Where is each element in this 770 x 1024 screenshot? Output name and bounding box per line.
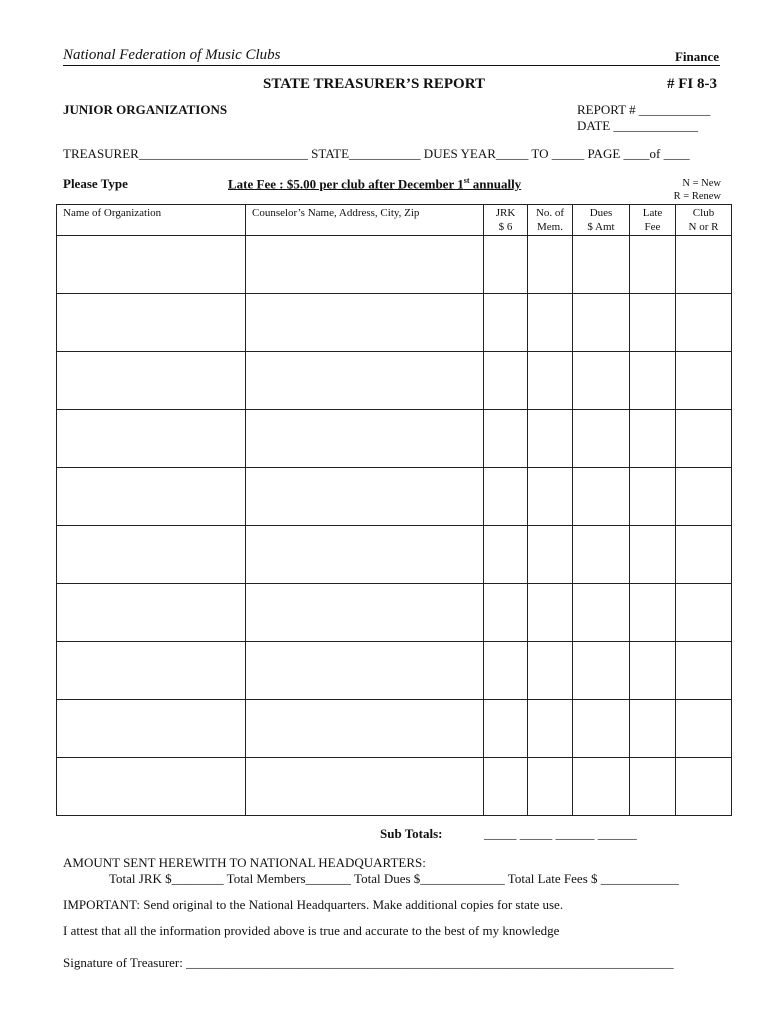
late-fee-suffix: annually (469, 176, 522, 192)
form-title: STATE TREASURER’S REPORT (263, 76, 486, 92)
table-row (57, 352, 732, 410)
table-row (57, 700, 732, 758)
late-fee-text: Late Fee : $5.00 per club after December 1 (228, 176, 464, 192)
table-cell[interactable] (528, 700, 573, 758)
table-cell[interactable] (573, 236, 630, 294)
table-cell[interactable] (676, 526, 732, 584)
table-cell[interactable] (676, 642, 732, 700)
column-header: Name of Organization (57, 205, 246, 236)
table-cell[interactable] (573, 642, 630, 700)
table-row (57, 758, 732, 816)
table-cell[interactable] (630, 758, 676, 816)
table-cell[interactable] (528, 758, 573, 816)
table-cell[interactable] (57, 352, 246, 410)
table-cell[interactable] (484, 236, 528, 294)
attestation-statement: I attest that all the information provided above is true and accurate to the best of my knowledge (63, 923, 560, 938)
category-label: Finance (674, 49, 719, 64)
table-cell[interactable] (57, 294, 246, 352)
table-cell[interactable] (57, 758, 246, 816)
table-cell[interactable] (246, 468, 484, 526)
table-cell[interactable] (630, 642, 676, 700)
table-cell[interactable] (246, 352, 484, 410)
table-cell[interactable] (484, 294, 528, 352)
table-cell[interactable] (57, 642, 246, 700)
table-row (57, 410, 732, 468)
table-cell[interactable] (676, 294, 732, 352)
table-row (57, 584, 732, 642)
club-status-legend (674, 177, 721, 203)
column-header: Dues $ Amt (573, 205, 630, 236)
column-header: Late Fee (630, 205, 676, 236)
late-fee-note (228, 176, 521, 192)
table-cell[interactable] (528, 236, 573, 294)
table-cell[interactable] (676, 468, 732, 526)
table-cell[interactable] (676, 352, 732, 410)
column-header: No. of Mem. (528, 205, 573, 236)
table-cell[interactable] (246, 700, 484, 758)
organizations-table (56, 204, 732, 816)
table-header-row (57, 205, 732, 236)
column-header: JRK $ 6 (484, 205, 528, 236)
table-cell[interactable] (57, 700, 246, 758)
table-cell[interactable] (246, 526, 484, 584)
column-header: Counselor’s Name, Address, City, Zip (246, 205, 484, 236)
table-row (57, 294, 732, 352)
table-cell[interactable] (484, 526, 528, 584)
table-row (57, 236, 732, 294)
table-cell[interactable] (630, 236, 676, 294)
table-row (57, 526, 732, 584)
table-cell[interactable] (57, 526, 246, 584)
form-number: # FI 8-3 (667, 76, 717, 92)
table-cell[interactable] (573, 410, 630, 468)
table-cell[interactable] (528, 294, 573, 352)
table-cell[interactable] (528, 468, 573, 526)
table-cell[interactable] (57, 410, 246, 468)
subtotals-label: Sub Totals: (380, 826, 443, 841)
please-type-note: Please Type (63, 176, 128, 191)
table-cell[interactable] (630, 700, 676, 758)
table-cell[interactable] (528, 642, 573, 700)
table-cell[interactable] (484, 584, 528, 642)
table-cell[interactable] (630, 584, 676, 642)
table-cell[interactable] (676, 700, 732, 758)
table-cell[interactable] (528, 410, 573, 468)
table-cell[interactable] (57, 468, 246, 526)
table-cell[interactable] (573, 526, 630, 584)
table-cell[interactable] (630, 526, 676, 584)
amount-sent-heading: AMOUNT SENT HEREWITH TO NATIONAL HEADQUARTERS: (63, 855, 426, 870)
table-cell[interactable] (246, 236, 484, 294)
table-cell[interactable] (246, 758, 484, 816)
table-cell[interactable] (484, 468, 528, 526)
legend-new: N = New (682, 178, 721, 189)
table-cell[interactable] (57, 236, 246, 294)
organization-name: National Federation of Music Clubs (63, 47, 281, 63)
table-cell[interactable] (246, 294, 484, 352)
report-number-field[interactable]: REPORT # ___________ (577, 102, 711, 117)
table-cell[interactable] (246, 410, 484, 468)
important-note: IMPORTANT: Send original to the National Headquarters. Make additional copies for state use. (63, 897, 564, 912)
table-cell[interactable] (676, 236, 732, 294)
table-cell[interactable] (573, 468, 630, 526)
table-cell[interactable] (630, 410, 676, 468)
date-field[interactable]: DATE _____________ (577, 118, 698, 133)
table-cell[interactable] (484, 642, 528, 700)
table-cell[interactable] (676, 758, 732, 816)
table-cell[interactable] (528, 352, 573, 410)
form-subtitle: JUNIOR ORGANIZATIONS (63, 102, 228, 117)
table-cell[interactable] (630, 294, 676, 352)
table-cell[interactable] (630, 352, 676, 410)
header-rule (63, 65, 720, 66)
table-cell[interactable] (484, 700, 528, 758)
table-cell[interactable] (630, 468, 676, 526)
table-cell[interactable] (573, 294, 630, 352)
table-cell[interactable] (528, 584, 573, 642)
table-cell[interactable] (573, 758, 630, 816)
table-cell[interactable] (484, 352, 528, 410)
table-cell[interactable] (246, 642, 484, 700)
treasurer-info-line[interactable]: TREASURER__________________________ STATE___________ DUES YEAR_____ TO _____ PAGE ____of ____ (63, 146, 690, 161)
table-row (57, 642, 732, 700)
subtotals-fields[interactable]: _____ _____ ______ ______ (484, 826, 637, 841)
table-cell[interactable] (573, 700, 630, 758)
table-cell[interactable] (676, 584, 732, 642)
legend-renew: R = Renew (673, 191, 721, 202)
late-fee-ordinal: st (463, 176, 470, 185)
table-cell[interactable] (676, 410, 732, 468)
table-cell[interactable] (484, 758, 528, 816)
column-header: Club N or R (676, 205, 732, 236)
totals-line[interactable]: Total JRK $________ Total Members_______ Total Dues $_____________ Total Late Fees $ ____________ (109, 871, 679, 886)
table-cell[interactable] (484, 410, 528, 468)
treasurer-signature-field[interactable]: Signature of Treasurer: ___________________________________________________________________________ (63, 955, 674, 970)
table-cell[interactable] (246, 584, 484, 642)
table-row (57, 468, 732, 526)
table-cell[interactable] (573, 584, 630, 642)
table-cell[interactable] (57, 584, 246, 642)
table-cell[interactable] (573, 352, 630, 410)
table-cell[interactable] (528, 526, 573, 584)
